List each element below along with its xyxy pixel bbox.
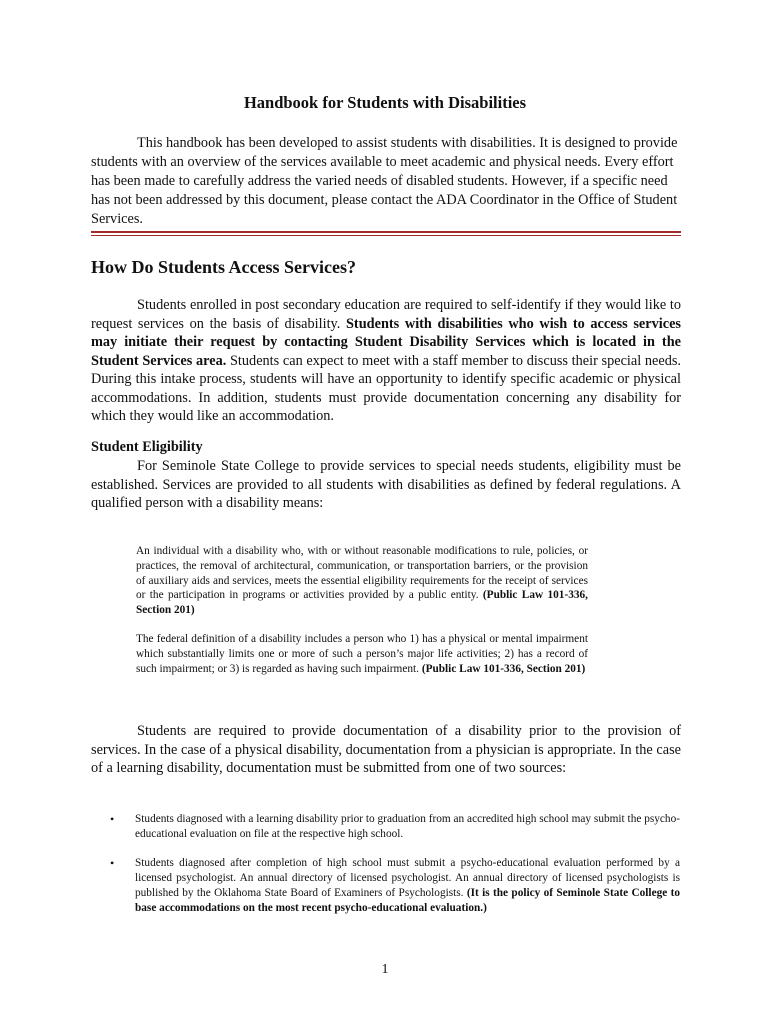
- intro-paragraph: This handbook has been developed to assist students with disabilities. It is designed to provide students with an overview of the services available to meet academic and physical needs. Every effort has been made to carefully address the varied needs of disabled students. However, if a specific need has not been addressed by this document, please contact the ADA Coordinator in the Office of Student Services.: [91, 135, 678, 227]
- bullet2-bold-text: (It is the policy of Seminole State College to base accommodations on the most recent psycho-educational evaluation.): [135, 887, 680, 914]
- page-number: 1: [381, 962, 389, 977]
- eligibility-paragraph: For Seminole State College to provide services to special needs students, eligibility must be established. Services are provided to all students with disabilities as defined by federal regulations. A qualified person with a disability means:: [91, 458, 681, 511]
- bullet-list-2: [110, 856, 680, 916]
- document-title: Handbook for Students with Disabilities: [243, 93, 527, 112]
- quote2-text: The federal definition of a disability includes a person who 1) has a physical or mental impairment which substantially limits one or more of such a person’s major life activities; 2) has a record of such impairment; or 3) is regarded as having such impairment.: [136, 633, 588, 675]
- access-text-bold: Students with disabilities who wish to access services may initiate their request by contacting Student Disability Services which is located in the Student Services area.: [91, 315, 681, 369]
- bullet-icon: •: [110, 812, 115, 826]
- documentation-paragraph: Students are required to provide documentation of a disability prior to the provision of services. In the case of a physical disability, documentation from a physician is appropriate. In the case of a learning disability, documentation must be submitted from one of two sources:: [91, 723, 681, 776]
- access-text-end: Students can expect to meet with a staff member to discuss their special needs. During this intake process, students will have an opportunity to identify specific academic or physical accommodations. In addition, students must provide documentation concerning any disability for which they would like an accommodation.: [91, 352, 681, 424]
- quote2-citation: (Public Law 101-336, Section 201): [421, 662, 586, 675]
- bullet2-text: Students diagnosed after completion of high school must submit a psycho-educational evaluation performed by a licensed psychologist. An annual directory of licensed psychologist. An annual directory of licensed psychologists is published by the Oklahoma State Board of Examiners of Psychologists.: [135, 857, 680, 899]
- list-item: [110, 856, 680, 916]
- quote-federal-definition: [136, 632, 588, 676]
- quote1-citation: (Public Law 101-336, Section 201): [136, 589, 588, 617]
- access-paragraph: [91, 296, 681, 426]
- access-text-start: Students enrolled in post secondary education are required to self-identify if they would like to request services on the basis of disability.: [91, 297, 681, 332]
- list-item: [110, 812, 680, 842]
- quote-qualified-person: [136, 544, 588, 618]
- section-divider: [91, 231, 681, 236]
- quote1-text: An individual with a disability who, with or without reasonable modifications to rule, policies, or practices, the removal of architectural, communication, or transportation barriers, or the provision of auxiliary aids and services, meets the essential eligibility requirements for the receipt of services or the participation in programs or activities provided by a public entity.: [136, 545, 588, 602]
- bullet-icon: •: [110, 856, 115, 870]
- section-heading-access: How Do Students Access Services?: [91, 257, 356, 277]
- divider-line-thin: [91, 235, 681, 236]
- eligibility-heading: Student Eligibility: [91, 439, 203, 455]
- bullet-list-1: [110, 812, 680, 842]
- bullet1-text: Students diagnosed with a learning disability prior to graduation from an accredited high school may submit the psycho-educational evaluation on file at the respective high school.: [135, 813, 680, 840]
- divider-line-thick: [91, 231, 681, 233]
